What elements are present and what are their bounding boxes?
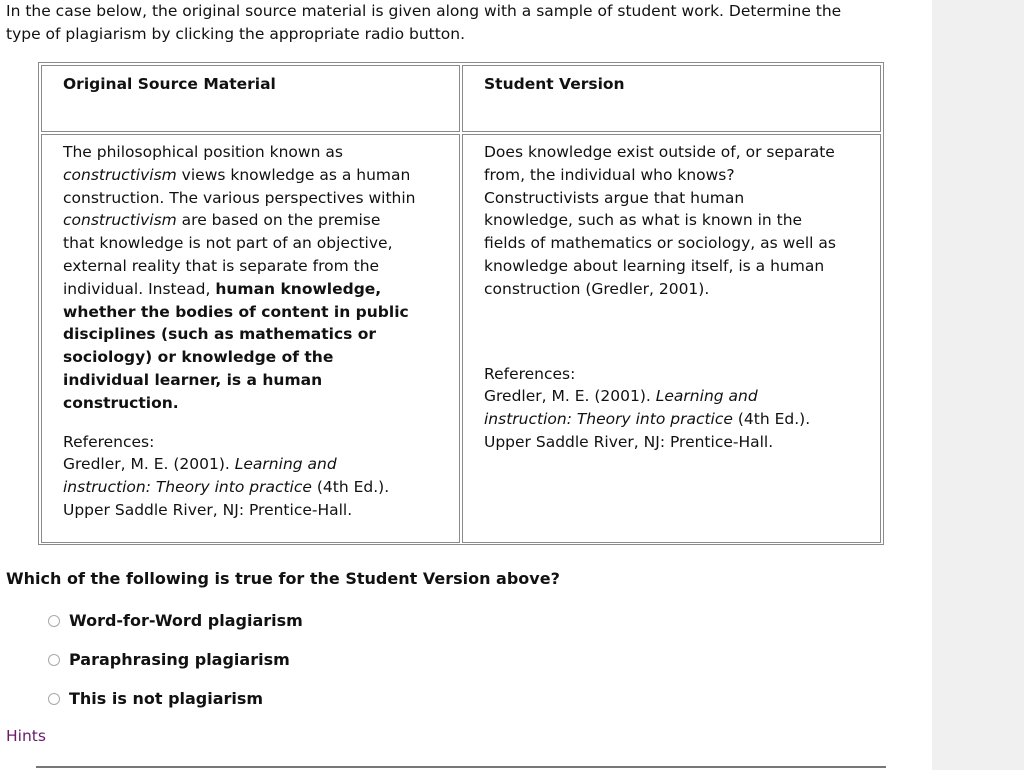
right-gutter <box>932 0 1024 770</box>
option-label: Word-for-Word plagiarism <box>69 610 303 630</box>
option-not-plagiarism[interactable] <box>48 687 263 709</box>
radio-button[interactable] <box>48 615 60 627</box>
option-paraphrasing[interactable] <box>48 648 290 670</box>
comparison-table <box>38 62 884 545</box>
instructions <box>6 0 921 46</box>
option-word-for-word[interactable] <box>48 609 303 631</box>
original-source-cell <box>41 134 460 543</box>
student-references: References: Gredler, M. E. (2001). Learning and instruction: Theory into practice (4th Ed.). Upper Saddle River, NJ: Prentice-Hall. <box>484 364 811 451</box>
hints-link[interactable]: Hints <box>6 727 46 745</box>
bottom-divider <box>36 766 886 768</box>
option-label: Paraphrasing plagiarism <box>69 649 290 669</box>
header-original-source: Original Source Material <box>41 65 460 132</box>
instructions-line-1: In the case below, the original source material is given along with a sample of student work. Determine the <box>6 2 842 20</box>
question-text: Which of the following is true for the Student Version above? <box>6 569 560 588</box>
radio-button[interactable] <box>48 693 60 705</box>
radio-button[interactable] <box>48 654 60 666</box>
option-label: This is not plagiarism <box>69 688 264 708</box>
original-passage: The philosophical position known as constructivism views knowledge as a human construction. The various perspectives within constructivism are based on the premise that knowledge is not part of an objective, external reality that is separate from the individual. Instead, human knowledge, whether the bodies of content in public disciplines (such as mathematics or sociology) or knowledge of the individual learner, is a human construction. <box>63 143 416 412</box>
header-student-version: Student Version <box>462 65 881 132</box>
student-version-cell <box>462 134 881 543</box>
student-passage: Does knowledge exist outside of, or separate from, the individual who knows? Constructivists argue that human knowledge, such as what is known in the fields of mathematics or sociology, as well as knowledge about learning itself, is a human construction (Gredler, 2001). <box>484 143 836 298</box>
instructions-line-2: type of plagiarism by clicking the appropriate radio button. <box>6 25 466 43</box>
original-references: References: Gredler, M. E. (2001). Learning and instruction: Theory into practice (4th Ed.). Upper Saddle River, NJ: Prentice-Hall. <box>63 432 390 519</box>
